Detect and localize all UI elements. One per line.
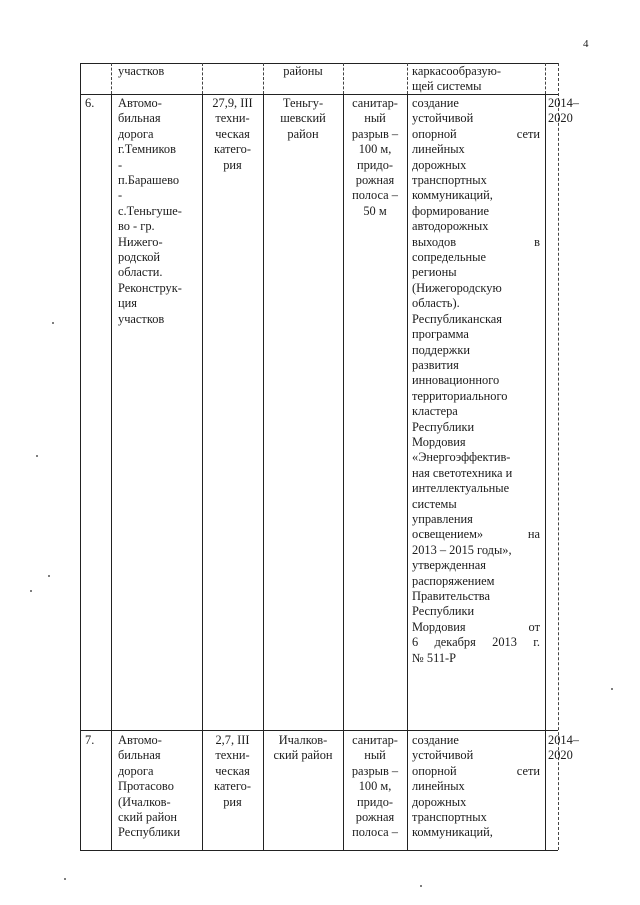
table-right-border bbox=[558, 63, 559, 850]
scan-speck bbox=[420, 885, 422, 887]
table-left-border bbox=[80, 63, 81, 850]
page-number: 4 bbox=[583, 38, 589, 50]
row-number-cell: 7. bbox=[85, 733, 95, 747]
purpose-cell: создание устойчивой опорной сети линейных дорожных транспортных коммуникаций, формирование автодорожных выходов в сопредельные регионы (Нижегородскую область). Республиканская программа поддержки развития инновационного территориального кластера Республики Мордовия «Энергоэффектив- ная светотехника и интеллектуальные системы управления освещением» на 2013 – 2015 годы», утвержденная распоряжением Правительства Республики Мордовия от 6 декабря 2013 г. № 511-Р bbox=[412, 96, 540, 665]
scan-speck bbox=[611, 688, 613, 690]
table-bottom-border bbox=[80, 850, 558, 851]
scan-speck bbox=[36, 455, 38, 457]
period-cell: 2014– 2020 bbox=[548, 96, 579, 126]
road-name-cell: Автомо- бильная дорога г.Темников - п.Барашево - с.Теньгуше- во - гр. Нижего- родской области. Реконструк- ция участков bbox=[118, 96, 182, 326]
fragment-district-cell: районы bbox=[283, 64, 323, 78]
length-category-cell: 27,9, III техни- ческая катего- рия bbox=[212, 96, 253, 172]
scan-speck bbox=[52, 322, 54, 324]
column-separator bbox=[407, 94, 408, 850]
length-category-cell: 2,7, III техни- ческая катего- рия bbox=[213, 733, 252, 809]
period-cell: 2014– 2020 bbox=[548, 733, 579, 763]
protection-zone-cell: санитар- ный разрыв – 100 м, придо- рожная полоса – 50 м bbox=[351, 96, 399, 218]
scan-speck bbox=[64, 878, 66, 880]
fragment-purpose-cell: каркасообразую- щей системы bbox=[412, 64, 501, 94]
column-separator-dashed bbox=[545, 63, 546, 94]
fragment-name-cell: участков bbox=[118, 64, 165, 78]
purpose-cell: создание устойчивой опорной сети линейных дорожных транспортных коммуникаций, bbox=[412, 733, 540, 840]
protection-zone-cell: санитар- ный разрыв – 100 м, придо- рожная полоса – bbox=[351, 733, 399, 840]
column-separator-dashed bbox=[407, 63, 408, 94]
row-number-cell: 6. bbox=[85, 96, 95, 110]
district-cell: Теньгу- шевский район bbox=[280, 96, 326, 141]
column-separator bbox=[111, 94, 112, 850]
road-name-cell: Автомо- бильная дорога Протасово (Ичалков- ский район Республики bbox=[118, 733, 181, 840]
row-separator bbox=[80, 730, 558, 731]
scan-speck bbox=[30, 590, 32, 592]
district-cell: Ичалков- ский район bbox=[273, 733, 333, 763]
column-separator-dashed bbox=[111, 63, 112, 94]
scan-speck bbox=[48, 575, 50, 577]
column-separator-dashed bbox=[343, 63, 344, 94]
column-separator-dashed bbox=[202, 63, 203, 94]
